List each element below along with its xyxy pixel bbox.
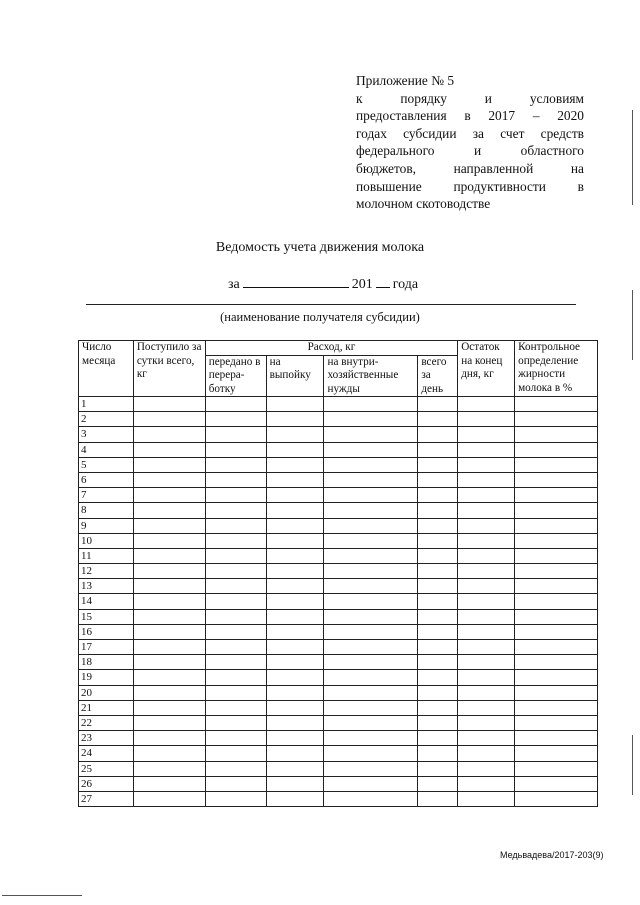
- entry-cell[interactable]: [324, 640, 418, 655]
- entry-cell[interactable]: [133, 472, 205, 487]
- table-row: [79, 397, 598, 412]
- row-day-number: 23: [79, 731, 134, 746]
- row-day-number: 2: [79, 412, 134, 427]
- row-day-number: 17: [79, 640, 134, 655]
- entry-cell[interactable]: [515, 731, 598, 746]
- entry-cell[interactable]: [324, 518, 418, 533]
- entry-cell[interactable]: [266, 488, 324, 503]
- entry-cell[interactable]: [205, 609, 266, 624]
- entry-cell[interactable]: [324, 609, 418, 624]
- entry-cell[interactable]: [324, 412, 418, 427]
- entry-cell[interactable]: [266, 731, 324, 746]
- entry-cell[interactable]: [266, 564, 324, 579]
- row-day-number: 26: [79, 776, 134, 791]
- entry-cell[interactable]: [324, 548, 418, 563]
- entry-cell[interactable]: [205, 442, 266, 457]
- entry-cell[interactable]: [133, 412, 205, 427]
- entry-cell[interactable]: [205, 412, 266, 427]
- entry-cell[interactable]: [133, 685, 205, 700]
- header-fat: Контрольное определение жирности молока в %: [515, 341, 598, 397]
- entry-cell[interactable]: [133, 670, 205, 685]
- entry-cell[interactable]: [133, 548, 205, 563]
- entry-cell[interactable]: [515, 594, 598, 609]
- entry-cell[interactable]: [324, 731, 418, 746]
- table-row: [79, 640, 598, 655]
- entry-cell[interactable]: [133, 533, 205, 548]
- entry-cell[interactable]: [418, 609, 458, 624]
- entry-cell[interactable]: [515, 609, 598, 624]
- entry-cell[interactable]: [266, 700, 324, 715]
- entry-cell[interactable]: [324, 533, 418, 548]
- appendix-line: годах субсидии за счет средств: [356, 125, 584, 141]
- table-row: [79, 427, 598, 442]
- table-row: [79, 700, 598, 715]
- entry-cell[interactable]: [205, 397, 266, 412]
- table-row: [79, 412, 598, 427]
- entry-cell[interactable]: [205, 731, 266, 746]
- header-total: всего за день: [418, 355, 458, 397]
- entry-cell[interactable]: [324, 670, 418, 685]
- entry-cell[interactable]: [418, 442, 458, 457]
- entry-cell[interactable]: [205, 564, 266, 579]
- entry-cell[interactable]: [418, 746, 458, 761]
- entry-cell[interactable]: [458, 594, 515, 609]
- table-row: [79, 776, 598, 791]
- entry-cell[interactable]: [266, 548, 324, 563]
- entry-cell[interactable]: [324, 655, 418, 670]
- entry-cell[interactable]: [266, 457, 324, 472]
- scan-edge-mark: [632, 110, 633, 205]
- entry-cell[interactable]: [515, 564, 598, 579]
- appendix-line: повышение продуктивности в: [356, 178, 584, 194]
- entry-cell[interactable]: [205, 533, 266, 548]
- row-day-number: 27: [79, 791, 134, 806]
- header-balance: Остаток на конец дня, кг: [458, 341, 515, 397]
- entry-cell[interactable]: [515, 579, 598, 594]
- entry-cell[interactable]: [266, 533, 324, 548]
- period-year-blank: [376, 275, 390, 288]
- milk-movement-table: [78, 340, 598, 807]
- entry-cell[interactable]: [133, 397, 205, 412]
- entry-cell[interactable]: [515, 412, 598, 427]
- row-day-number: 9: [79, 518, 134, 533]
- entry-cell[interactable]: [324, 442, 418, 457]
- entry-cell[interactable]: [266, 397, 324, 412]
- entry-cell[interactable]: [133, 746, 205, 761]
- entry-cell[interactable]: [515, 624, 598, 639]
- entry-cell[interactable]: [458, 609, 515, 624]
- entry-cell[interactable]: [266, 472, 324, 487]
- entry-cell[interactable]: [205, 624, 266, 639]
- period-line: [228, 275, 418, 293]
- document-stamp: Медьвадева/2017-203(9): [500, 850, 604, 860]
- entry-cell[interactable]: [515, 776, 598, 791]
- recipient-caption: (наименование получателя субсидии): [220, 310, 420, 324]
- table-row: [79, 746, 598, 761]
- row-day-number: 15: [79, 609, 134, 624]
- header-internal: на внутри-хозяйственные нужды: [324, 355, 418, 397]
- row-day-number: 3: [79, 427, 134, 442]
- table-row: [79, 579, 598, 594]
- entry-cell[interactable]: [458, 640, 515, 655]
- entry-cell[interactable]: [324, 564, 418, 579]
- table-row: [79, 457, 598, 472]
- row-day-number: 11: [79, 548, 134, 563]
- document-title: Ведомость учета движения молока: [215, 240, 425, 255]
- entry-cell[interactable]: [515, 715, 598, 730]
- entry-cell[interactable]: [133, 761, 205, 776]
- entry-cell[interactable]: [418, 791, 458, 806]
- entry-cell[interactable]: [266, 624, 324, 639]
- header-processed: передано в перера-ботку: [205, 355, 266, 397]
- row-day-number: 21: [79, 700, 134, 715]
- entry-cell[interactable]: [266, 655, 324, 670]
- entry-cell[interactable]: [458, 791, 515, 806]
- scan-edge-mark: [2, 895, 82, 896]
- entry-cell[interactable]: [458, 457, 515, 472]
- entry-cell[interactable]: [266, 776, 324, 791]
- entry-cell[interactable]: [515, 640, 598, 655]
- entry-cell[interactable]: [418, 457, 458, 472]
- entry-cell[interactable]: [418, 640, 458, 655]
- row-day-number: 5: [79, 457, 134, 472]
- entry-cell[interactable]: [458, 700, 515, 715]
- recipient-line: [86, 304, 576, 305]
- entry-cell[interactable]: [458, 533, 515, 548]
- entry-cell[interactable]: [133, 579, 205, 594]
- header-expense-group: Расход, кг: [205, 341, 458, 356]
- entry-cell[interactable]: [324, 700, 418, 715]
- entry-cell[interactable]: [458, 624, 515, 639]
- table-row: [79, 533, 598, 548]
- entry-cell[interactable]: [515, 670, 598, 685]
- entry-cell[interactable]: [205, 776, 266, 791]
- entry-cell[interactable]: [515, 655, 598, 670]
- table-row: [79, 472, 598, 487]
- entry-cell[interactable]: [458, 746, 515, 761]
- entry-cell[interactable]: [418, 518, 458, 533]
- entry-cell[interactable]: [458, 397, 515, 412]
- entry-cell[interactable]: [133, 700, 205, 715]
- entry-cell[interactable]: [515, 791, 598, 806]
- entry-cell[interactable]: [133, 442, 205, 457]
- entry-cell[interactable]: [133, 791, 205, 806]
- entry-cell[interactable]: [458, 670, 515, 685]
- entry-cell[interactable]: [324, 761, 418, 776]
- row-day-number: 18: [79, 655, 134, 670]
- entry-cell[interactable]: [133, 715, 205, 730]
- entry-cell[interactable]: [205, 685, 266, 700]
- entry-cell[interactable]: [324, 457, 418, 472]
- appendix-line: к порядку и условиям: [356, 90, 584, 106]
- entry-cell[interactable]: [205, 457, 266, 472]
- entry-cell[interactable]: [133, 609, 205, 624]
- appendix-line: бюджетов, направленной на: [356, 160, 584, 176]
- entry-cell[interactable]: [205, 746, 266, 761]
- entry-cell[interactable]: [418, 397, 458, 412]
- entry-cell[interactable]: [458, 685, 515, 700]
- table-row: [79, 564, 598, 579]
- entry-cell[interactable]: [205, 488, 266, 503]
- row-day-number: 24: [79, 746, 134, 761]
- entry-cell[interactable]: [418, 488, 458, 503]
- entry-cell[interactable]: [133, 640, 205, 655]
- entry-cell[interactable]: [515, 457, 598, 472]
- entry-cell[interactable]: [324, 488, 418, 503]
- entry-cell[interactable]: [205, 761, 266, 776]
- table-row: [79, 715, 598, 730]
- entry-cell[interactable]: [205, 579, 266, 594]
- entry-cell[interactable]: [418, 594, 458, 609]
- entry-cell[interactable]: [266, 427, 324, 442]
- entry-cell[interactable]: [418, 412, 458, 427]
- row-day-number: 8: [79, 503, 134, 518]
- entry-cell[interactable]: [515, 427, 598, 442]
- entry-cell[interactable]: [515, 746, 598, 761]
- header-received: Поступило за сутки всего, кг: [133, 341, 205, 397]
- period-prefix: за: [228, 277, 240, 292]
- table-row: [79, 655, 598, 670]
- entry-cell[interactable]: [205, 700, 266, 715]
- entry-cell[interactable]: [418, 776, 458, 791]
- entry-cell[interactable]: [458, 472, 515, 487]
- entry-cell[interactable]: [418, 548, 458, 563]
- entry-cell[interactable]: [515, 518, 598, 533]
- entry-cell[interactable]: [458, 731, 515, 746]
- row-day-number: 13: [79, 579, 134, 594]
- entry-cell[interactable]: [418, 700, 458, 715]
- row-day-number: 12: [79, 564, 134, 579]
- entry-cell[interactable]: [418, 685, 458, 700]
- entry-cell[interactable]: [324, 715, 418, 730]
- entry-cell[interactable]: [458, 761, 515, 776]
- row-day-number: 16: [79, 624, 134, 639]
- header-day: Число месяца: [79, 341, 134, 397]
- entry-cell[interactable]: [418, 761, 458, 776]
- entry-cell[interactable]: [515, 488, 598, 503]
- entry-cell[interactable]: [418, 503, 458, 518]
- period-year: 201: [351, 277, 373, 292]
- entry-cell[interactable]: [205, 655, 266, 670]
- entry-cell[interactable]: [458, 488, 515, 503]
- entry-cell[interactable]: [205, 503, 266, 518]
- entry-cell[interactable]: [205, 594, 266, 609]
- table-row: [79, 624, 598, 639]
- entry-cell[interactable]: [205, 472, 266, 487]
- entry-cell[interactable]: [515, 761, 598, 776]
- table-row: [79, 791, 598, 806]
- entry-cell[interactable]: [458, 427, 515, 442]
- entry-cell[interactable]: [458, 412, 515, 427]
- entry-cell[interactable]: [418, 579, 458, 594]
- entry-cell[interactable]: [418, 670, 458, 685]
- entry-cell[interactable]: [324, 397, 418, 412]
- table-row: [79, 609, 598, 624]
- entry-cell[interactable]: [458, 655, 515, 670]
- entry-cell[interactable]: [205, 715, 266, 730]
- entry-cell[interactable]: [266, 518, 324, 533]
- entry-cell[interactable]: [458, 776, 515, 791]
- entry-cell[interactable]: [324, 791, 418, 806]
- entry-cell[interactable]: [418, 715, 458, 730]
- entry-cell[interactable]: [266, 594, 324, 609]
- table-row: [79, 731, 598, 746]
- entry-cell[interactable]: [515, 397, 598, 412]
- entry-cell[interactable]: [515, 533, 598, 548]
- row-day-number: 10: [79, 533, 134, 548]
- entry-cell[interactable]: [205, 670, 266, 685]
- entry-cell[interactable]: [205, 640, 266, 655]
- entry-cell[interactable]: [324, 503, 418, 518]
- table-body: [79, 397, 598, 807]
- row-day-number: 19: [79, 670, 134, 685]
- scan-edge-mark: [632, 735, 633, 795]
- row-day-number: 14: [79, 594, 134, 609]
- table-row: [79, 488, 598, 503]
- entry-cell[interactable]: [133, 457, 205, 472]
- table-row: [79, 670, 598, 685]
- entry-cell[interactable]: [458, 579, 515, 594]
- entry-cell[interactable]: [458, 564, 515, 579]
- row-day-number: 1: [79, 397, 134, 412]
- entry-cell[interactable]: [266, 609, 324, 624]
- row-day-number: 20: [79, 685, 134, 700]
- entry-cell[interactable]: [515, 442, 598, 457]
- entry-cell[interactable]: [458, 518, 515, 533]
- entry-cell[interactable]: [324, 685, 418, 700]
- entry-cell[interactable]: [324, 472, 418, 487]
- row-day-number: 22: [79, 715, 134, 730]
- entry-cell[interactable]: [418, 624, 458, 639]
- entry-cell[interactable]: [205, 427, 266, 442]
- entry-cell[interactable]: [205, 548, 266, 563]
- entry-cell[interactable]: [458, 442, 515, 457]
- appendix-line: федерального и областного: [356, 143, 584, 159]
- entry-cell[interactable]: [418, 731, 458, 746]
- entry-cell[interactable]: [515, 685, 598, 700]
- appendix-line: молочном скотоводстве: [356, 196, 491, 212]
- entry-cell[interactable]: [133, 776, 205, 791]
- entry-cell[interactable]: [266, 442, 324, 457]
- entry-cell[interactable]: [418, 533, 458, 548]
- entry-cell[interactable]: [418, 472, 458, 487]
- entry-cell[interactable]: [266, 503, 324, 518]
- row-day-number: 25: [79, 761, 134, 776]
- entry-cell[interactable]: [515, 700, 598, 715]
- entry-cell[interactable]: [324, 594, 418, 609]
- entry-cell[interactable]: [266, 412, 324, 427]
- entry-cell[interactable]: [133, 731, 205, 746]
- row-day-number: 4: [79, 442, 134, 457]
- appendix-line: Приложение № 5: [356, 73, 455, 88]
- row-day-number: 6: [79, 472, 134, 487]
- entry-cell[interactable]: [133, 624, 205, 639]
- entry-cell[interactable]: [133, 427, 205, 442]
- table-row: [79, 548, 598, 563]
- entry-cell[interactable]: [266, 670, 324, 685]
- entry-cell[interactable]: [324, 427, 418, 442]
- header-sold: на выпойку: [266, 355, 324, 397]
- appendix-line: предоставления в 2017 – 2020: [356, 108, 584, 124]
- entry-cell[interactable]: [458, 548, 515, 563]
- entry-cell[interactable]: [266, 791, 324, 806]
- entry-cell[interactable]: [133, 655, 205, 670]
- entry-cell[interactable]: [324, 579, 418, 594]
- period-suffix: года: [392, 277, 419, 292]
- scan-edge-mark: [632, 290, 633, 360]
- entry-cell[interactable]: [266, 640, 324, 655]
- entry-cell[interactable]: [515, 548, 598, 563]
- entry-cell[interactable]: [266, 685, 324, 700]
- entry-cell[interactable]: [205, 518, 266, 533]
- table-row: [79, 594, 598, 609]
- appendix-block: [356, 72, 584, 213]
- entry-cell[interactable]: [266, 715, 324, 730]
- entry-cell[interactable]: [458, 715, 515, 730]
- entry-cell[interactable]: [266, 579, 324, 594]
- entry-cell[interactable]: [205, 791, 266, 806]
- row-day-number: 7: [79, 488, 134, 503]
- entry-cell[interactable]: [266, 761, 324, 776]
- entry-cell[interactable]: [133, 503, 205, 518]
- entry-cell[interactable]: [418, 564, 458, 579]
- entry-cell[interactable]: [324, 776, 418, 791]
- entry-cell[interactable]: [324, 746, 418, 761]
- table-row: [79, 685, 598, 700]
- entry-cell[interactable]: [324, 624, 418, 639]
- table-row: [79, 503, 598, 518]
- table-row: [79, 518, 598, 533]
- table-row: [79, 761, 598, 776]
- entry-cell[interactable]: [515, 472, 598, 487]
- entry-cell[interactable]: [458, 503, 515, 518]
- period-month-blank: [243, 275, 349, 288]
- entry-cell[interactable]: [515, 503, 598, 518]
- entry-cell[interactable]: [133, 488, 205, 503]
- table-row: [79, 442, 598, 457]
- entry-cell[interactable]: [418, 427, 458, 442]
- entry-cell[interactable]: [133, 594, 205, 609]
- entry-cell[interactable]: [266, 746, 324, 761]
- entry-cell[interactable]: [133, 564, 205, 579]
- entry-cell[interactable]: [133, 518, 205, 533]
- entry-cell[interactable]: [418, 655, 458, 670]
